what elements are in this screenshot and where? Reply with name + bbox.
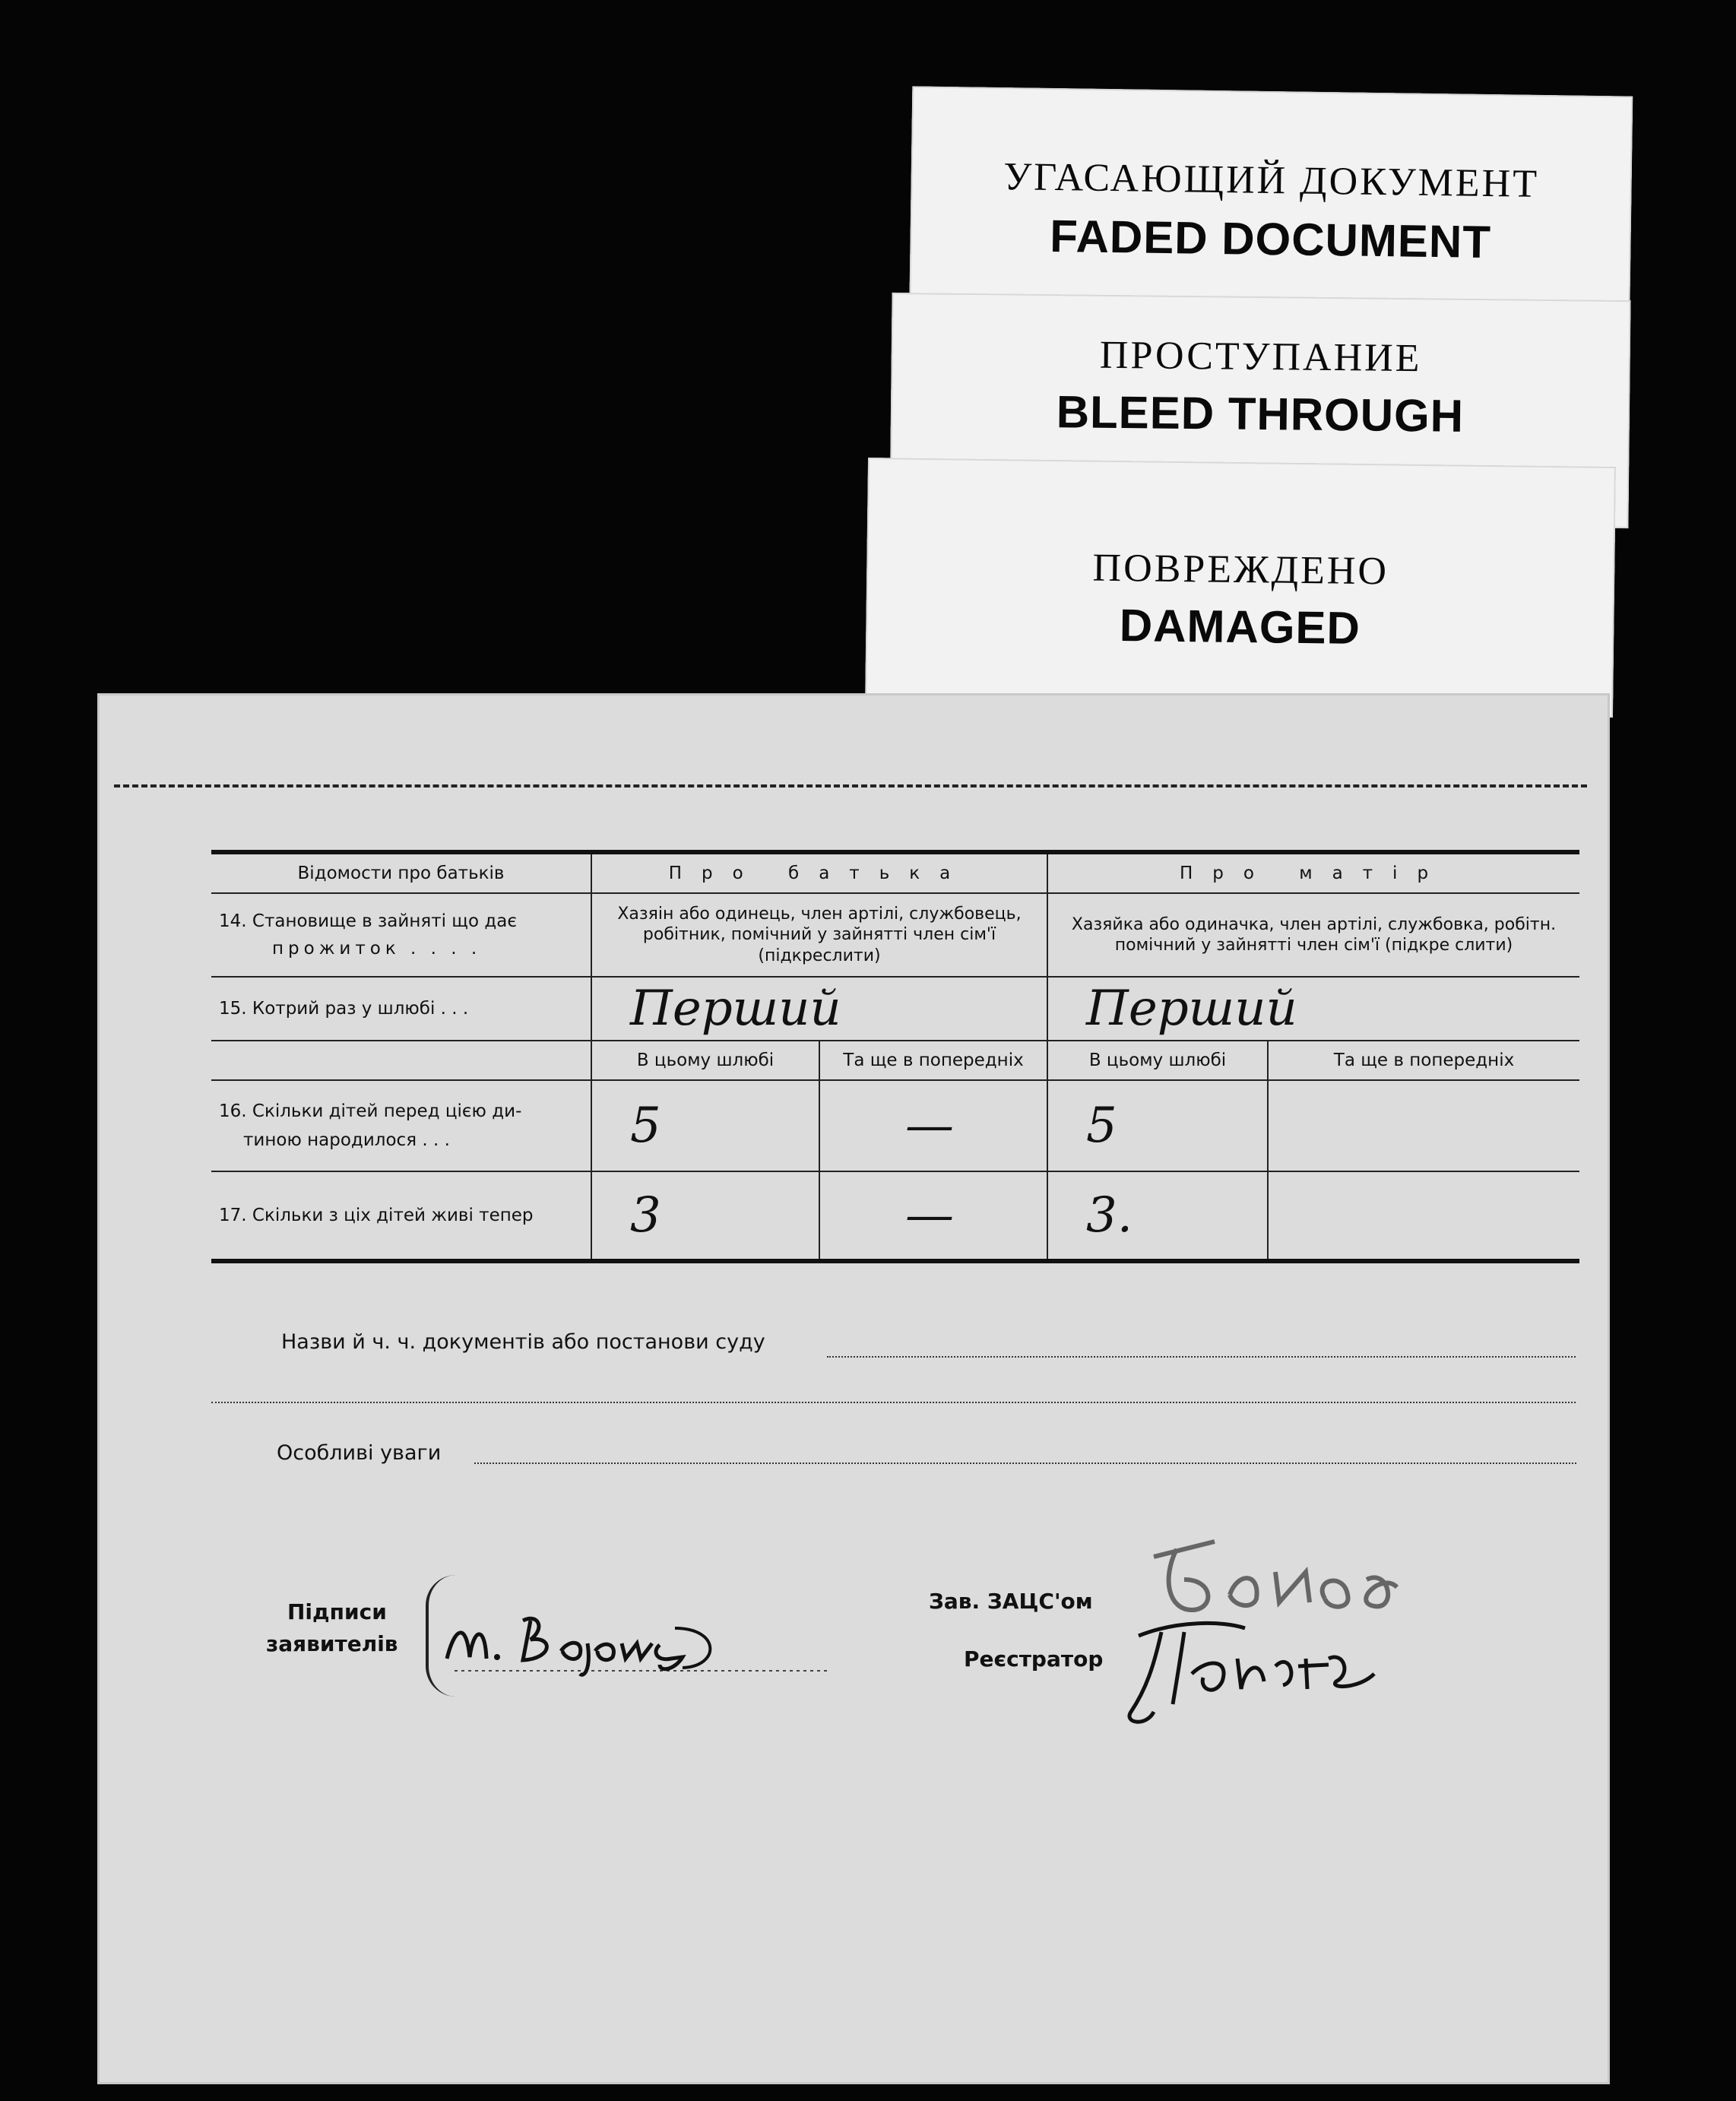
row17-mother-prev (1268, 1171, 1579, 1261)
header-father: Про батька (591, 852, 1047, 893)
remarks-field (277, 1441, 441, 1465)
faded-label-ru: УГАСАЮЩИЙ ДОКУМЕНТ (1003, 155, 1540, 206)
row16-mother-prev (1268, 1080, 1579, 1171)
parents-info-table (211, 850, 1579, 1263)
applicants-label-1: Підписи (287, 1599, 387, 1624)
faded-label-en: FADED DOCUMENT (1049, 210, 1492, 268)
head-label: Зав. ЗАЦС'ом (929, 1589, 1093, 1614)
table-header-row (211, 852, 1579, 893)
table-row-16 (211, 1080, 1579, 1171)
row16-father-this: 5 (591, 1080, 819, 1171)
sub-mother-prev: Та ще в попередніх (1268, 1041, 1579, 1080)
row16-father-prev: — (819, 1080, 1047, 1171)
row17-label: 17. Скільки з ціх дітей живі тепер (211, 1171, 591, 1261)
table-row-17 (211, 1171, 1579, 1261)
header-mother: Про матір (1047, 852, 1579, 893)
row16-label-line1: 16. Скільки дітей перед цією ди- (219, 1101, 522, 1121)
row15-mother-value: Перший (1047, 977, 1579, 1041)
damaged-label-en: DAMAGED (1119, 600, 1361, 654)
row16-mother-this: 5 (1047, 1080, 1268, 1171)
remarks-label: Особливі уваги (277, 1441, 442, 1465)
row17-father-this: 3 (591, 1171, 819, 1261)
documents-field (281, 1330, 765, 1354)
documents-label: Назви й ч. ч. документів або постанови суду (281, 1330, 765, 1354)
registrar-label: Реєстратор (964, 1646, 1104, 1672)
row14-father: Хазяін або одинець, член артілі, службовець, робітник, помічний у зайнятті член сім'ї (підкреслити) (591, 893, 1047, 977)
remarks-line (474, 1462, 1576, 1464)
documents-line-1 (827, 1356, 1576, 1358)
documents-line-2 (211, 1402, 1576, 1403)
row16-label-line2: тиною народилося . . . (243, 1130, 450, 1150)
form-sheet (97, 693, 1610, 2084)
registrar-signature (1101, 1605, 1420, 1735)
row14-mother: Хазяйка або одиначка, член артілі, службовка, робітн. помічний у зайнятті член сім'ї (підкре слити) (1047, 893, 1579, 977)
sub-father-prev: Та ще в попередніх (819, 1041, 1047, 1080)
row14-label (211, 893, 591, 977)
sub-father-this: В цьому шлюбі (591, 1041, 819, 1080)
row17-father-prev: — (819, 1171, 1047, 1261)
row15-label: 15. Котрий раз у шлюбі . . . (211, 977, 591, 1041)
sub-mother-this: В цьому шлюбі (1047, 1041, 1268, 1080)
row17-mother-this: 3. (1047, 1171, 1268, 1261)
row16-label (211, 1080, 591, 1171)
row14-label-line2: прожиток . . . . (272, 939, 482, 959)
damaged-label-ru: ПОВРЕЖДЕНО (1092, 546, 1389, 594)
header-info: Відомости про батьків (211, 852, 591, 893)
table-row-14 (211, 893, 1579, 977)
row15-father-value: Перший (591, 977, 1047, 1041)
damaged-card (865, 458, 1616, 718)
bleed-label-en: BLEED THROUGH (1056, 386, 1465, 442)
table-row-15 (211, 977, 1579, 1041)
applicants-label-2: заявителів (266, 1631, 398, 1656)
table-subheader-row (211, 1041, 1579, 1080)
perforation-line (114, 784, 1587, 787)
bleed-label-ru: ПРОСТУПАНИЕ (1099, 333, 1422, 381)
row14-label-line1: 14. Становище в зайняті що дає (219, 911, 517, 931)
applicant-signature (432, 1598, 857, 1681)
